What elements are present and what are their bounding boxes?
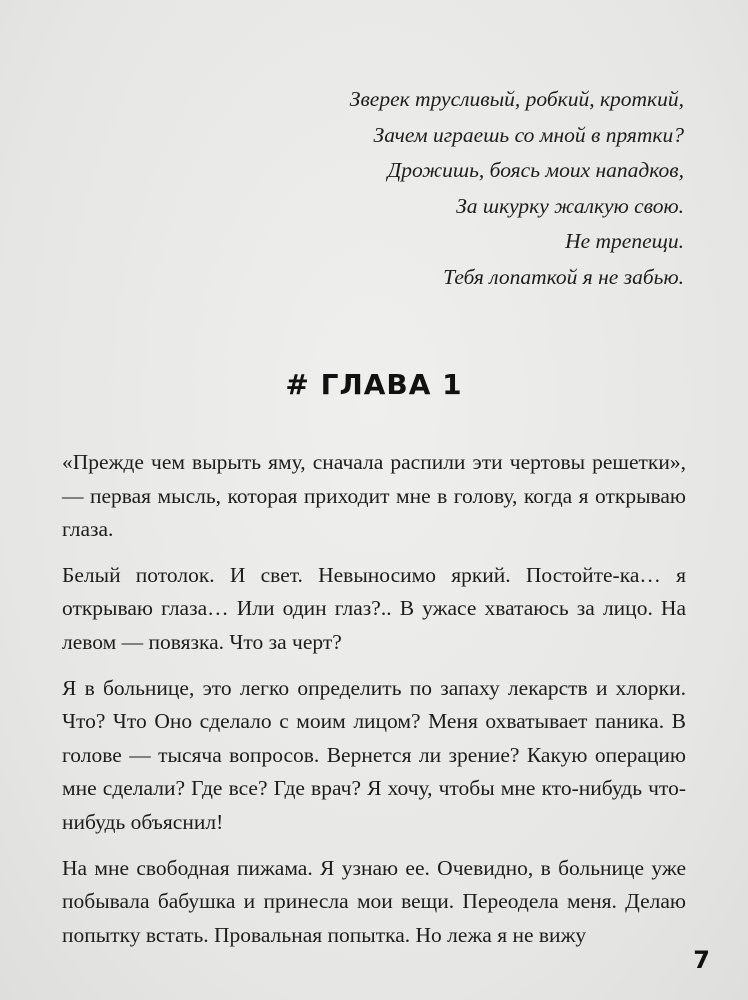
paragraph: Белый потолок. И свет. Невыносимо яркий. Постойте-ка… я открываю глаза… Или один глаз?.. В ужасе хватаюсь за лицо. На левом — повязка. Что за черт? [62,562,686,654]
epigraph [350,82,684,295]
epigraph-line: Зачем играешь со мной в прятки? [373,122,684,147]
epigraph-line: Дрожишь, боясь моих нападков, [387,158,684,182]
paragraph: «Прежде чем вырыть яму, сначала распили эти чертовы решетки», — первая мысль, которая приходит мне в голову, когда я открываю глаза. [62,450,686,542]
epigraph-line: Зверек трусливый, робкий, кроткий, [349,87,684,111]
epigraph-line: Не трепещи. [565,229,684,253]
chapter-title: # ГЛАВА 1 [285,368,463,401]
epigraph-line: За шкурку жалкую свою. [456,193,684,218]
paragraph: Я в больнице, это легко определить по запаху лекарств и хлорки. Что? Что Оно сделало с моим лицом? Меня охватывает паника. В голове — тысяча вопросов. Вернется ли зрение? Какую операцию мне сделали? Где все? Где врач? Я хочу, чтобы мне кто-нибудь что-нибудь объяснил! [62,675,686,834]
body-text [62,446,686,964]
paragraph: На мне свободная пижама. Я узнаю ее. Очевидно, в больнице уже побывала бабушка и принесла мои вещи. Переодела меня. Делаю попытку встать. Провальная попытка. Но лежа я не вижу [62,855,686,947]
page-number: 7 [693,946,710,974]
epigraph-line: Тебя лопаткой я не забью. [443,264,684,289]
